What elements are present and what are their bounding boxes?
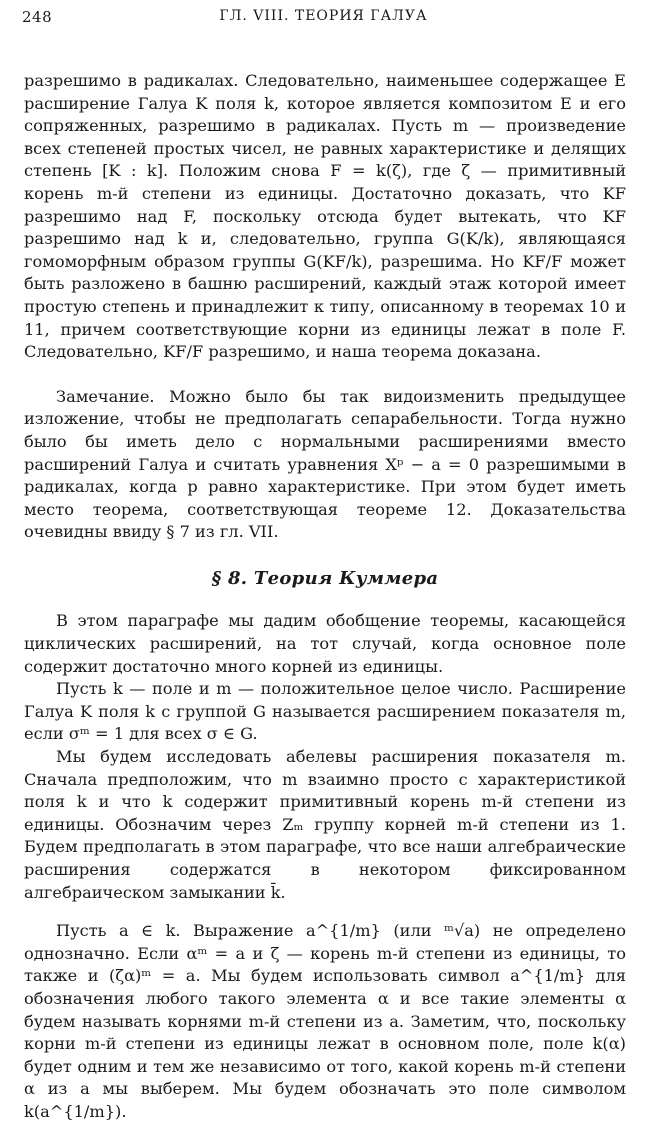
- paragraph-intro: В этом параграфе мы дадим обобщение теоремы, касающейся циклических расширений, на тот случай, когда основное поле содержит достаточно много корней из единицы.: [24, 611, 626, 676]
- running-title: ГЛ. VIII. ТЕОРИЯ ГАЛУА: [219, 8, 428, 24]
- page-header: [22, 8, 625, 32]
- paragraph-proof-end: разрешимо в радикалах. Следовательно, наименьшее содержащее E расширение Галуа K поля k, которое является композитом E и его сопряженных, разрешимо в радикалах. Пусть m — произведение всех степеней простых чисел, не равных характеристике и делящих степень [K : k]. Положим снова F = k(ζ), где ζ — примитивный корень m-й степени из единицы. Достаточно доказать, что KF разрешимо над F, поскольку отсюда будет вытекать, что KF разрешимо над k и, следовательно, группа G(K/k), являющаяся гомоморфным образом группы G(KF/k), разрешима. Но KF/F может быть разложено в башню расширений, каждый этаж которой имеет простую степень и принадлежит к типу, описанному в теоремах 10 и 11, причем соответствующие корни из единицы лежат в поле F. Следовательно, KF/F разрешимо, и наша теорема доказана.: [24, 71, 626, 362]
- paragraph-definition: Пусть k — поле и m — положительное целое число. Расширение Галуа K поля k с группой G называется расширением показателя m, если σᵐ = 1 для всех σ ∈ G.: [24, 679, 626, 744]
- paragraph-assumptions: Мы будем исследовать абелевы расширения показателя m. Сначала предположим, что m взаимно просто с характеристикой поля k и что k содержит примитивный корень m-й степени из единицы. Обозначим через Zₘ группу корней m-й степени из 1. Будем предполагать в этом параграфе, что все наши алгебраические расширения содержатся в некотором фиксированном алгебраическом замыкании k̄.: [24, 747, 626, 902]
- page-number: 248: [22, 8, 53, 26]
- paragraph-roots: Пусть a ∈ k. Выражение a^{1/m} (или ᵐ√a) не определено однозначно. Если αᵐ = a и ζ — корень m-й степени из единицы, то также и (ζα)ᵐ = a. Мы будем использовать символ a^{1/m} для обозначения любого такого элемента α и все такие элементы α будем называть корнями m-й степени из a. Заметим, что, поскольку корни m-й степени из единицы лежат в основном поле, поле k(α) будет одним и тем же независимо от того, какой корень m-й степени α из a мы выберем. Мы будем обозначать это поле символом k(a^{1/m}).: [24, 921, 626, 1121]
- section-heading: § 8. Теория Куммера: [211, 567, 439, 589]
- paragraph-remark: Замечание. Можно было бы так видоизменить предыдущее изложение, чтобы не предполагать сепарабельности. Тогда нужно было бы иметь дело с нормальными расширениями вместо расширений Галуа и считать уравнения Xᵖ − a = 0 разрешимыми в радикалах, когда p равно характеристике. При этом будет иметь место теорема, соответствующая теореме 12. Доказательства очевидны ввиду § 7 из гл. VII.: [24, 386, 626, 542]
- page-body: [24, 70, 626, 1124]
